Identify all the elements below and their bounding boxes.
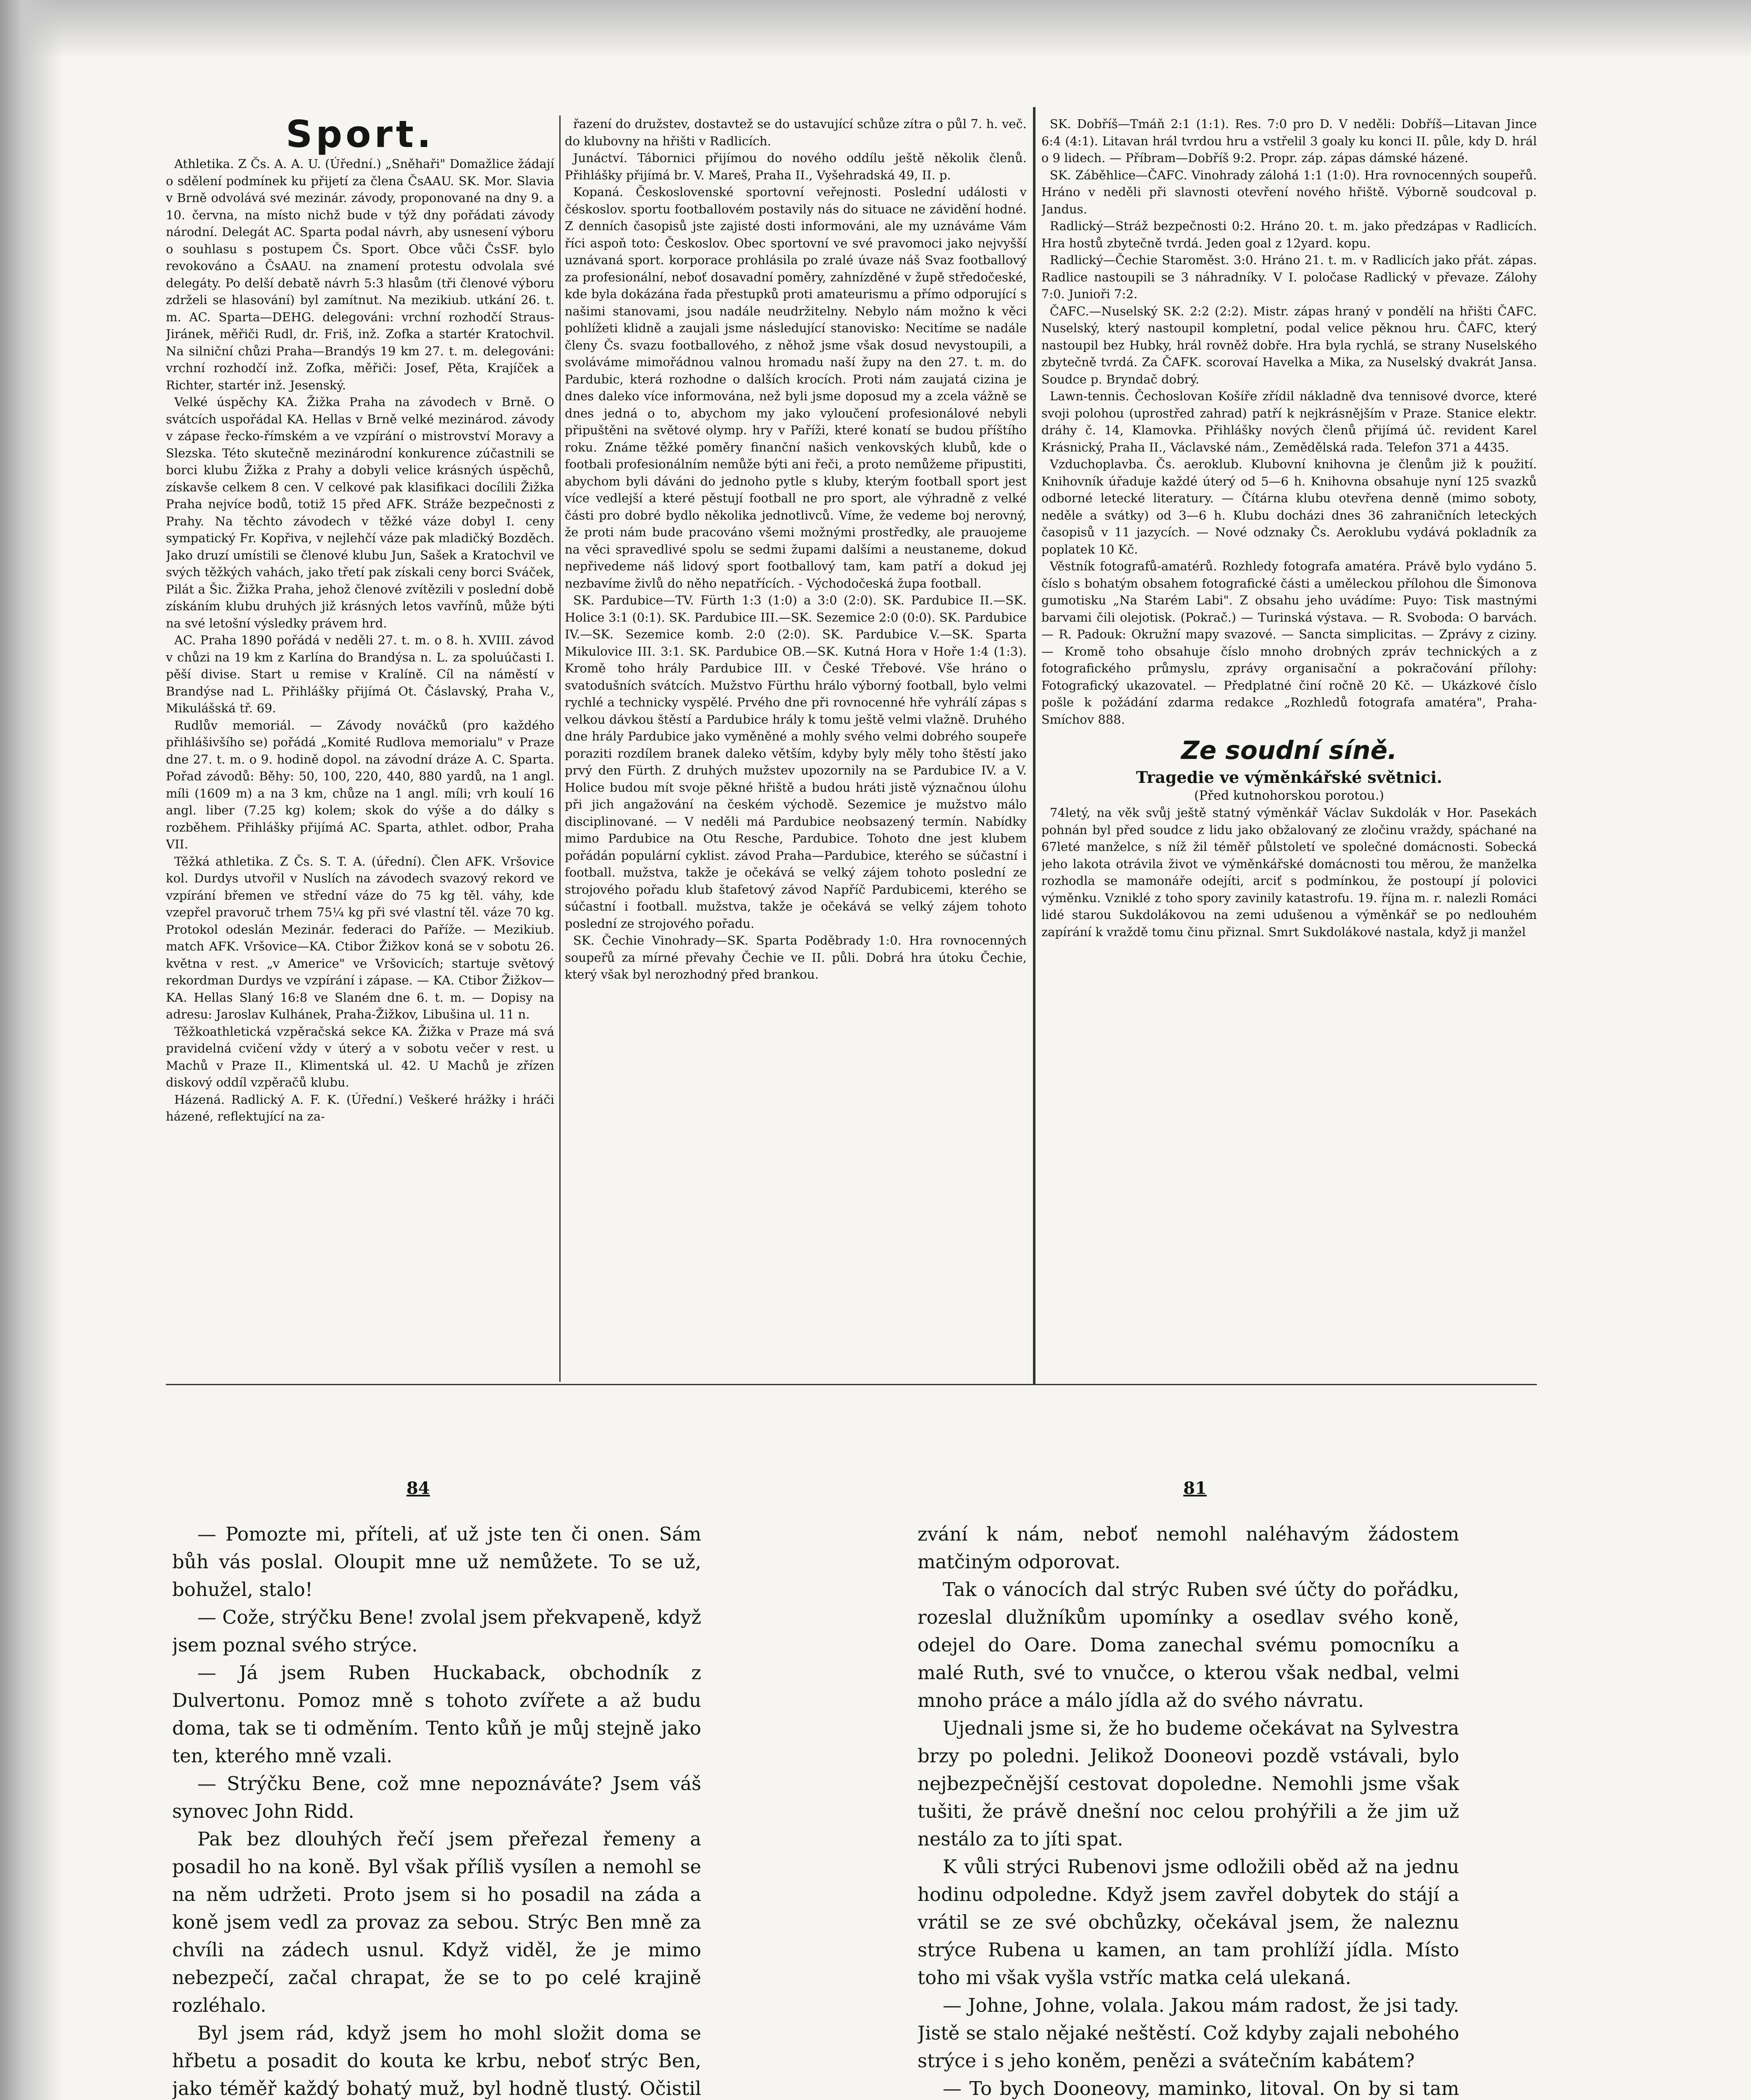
- scan-shadow-top: [0, 0, 1751, 59]
- paragraph: zvání k nám, neboť nemohl naléhavým žádostem matčiným odporovat.: [917, 1523, 1459, 1573]
- paragraph: Junáctví. Tábornici přijímou do nového oddílu ještě několik členů. Přihlášky přijímá br. V. Mareš, Praha II., Vyšehradská 49, II. p.: [565, 151, 1027, 182]
- paragraph: ČAFC.—Nuselský SK. 2:2 (2:2). Mistr. zápas hraný v pondělí na hřišti ČAFC. Nuselský, který nastoupil kompletní, podal velice pěknou hru. ČAFC, který nastoupil bez Hubky, hrál rovněž dobře. Hra byla rychlá, se strany Nuselského zbytečně tvrdá. Za ČAFK. scorovaí Havelka a Mika, za Nuselský dvakrát Jansa. Soudce p. Bryndač dobrý.: [1041, 304, 1537, 386]
- paragraph: Athletika. Z Čs. A. A. U. (Úřední.) „Sněhaři" Domažlice žádají o sdělení podmínek ku přijetí za člena ČsAAU. SK. Mor. Slavia v Brně odvolává své mezinár. závody, proponované na dny 9. a 10. června, na místo nichž bude v týž dny pořádati závody národní. Delegát AC. Sparta podal návrh, aby usnesení výboru o souhlasu s postupem Čs. Sport. Obce vůči ČsSF. bylo revokováno a ČsAAU. na znamení protestu odvolala své delegáty. Po delší debatě návrh 5:3 hlasům (tři členové výboru zdrželi se hlasování) byl zamítnut. Na mezikiub. utkání 26. t. m. AC. Sparta—DEHG. delegováni: vrchní rozhodčí Straus-Jiránek, měřiči Rudl, dr. Friš, inž. Zofka a startér Kratochvil. Na silniční chůzi Praha—Brandýs 19 km 27. t. m. delegováni: vrchní rozhodčí inž. Zofka, měřiči: Josef, Pěta, Krajíček a Richter, startér inž. Jesenský.: [166, 157, 554, 392]
- upper-section-bottom-rule: [166, 1384, 1537, 1385]
- paragraph: Vzduchoplavba. Čs. aeroklub. Klubovní knihovna je členům již k použití. Knihovník úřaduje každé úterý od 5—6 h. Knihovna obsahuje nyní 125 svazků odborné letecké literatury. — Čítárna klubu otevřena denně (mimo soboty, neděle a svátky) od 3—6 h. Klubu docházi dnes 36 zahraničních leteckých časopisů v 11 jazycích. — Nové odznaky Čs. Aeroklubu vydává pokladník za poplatek 10 Kč.: [1041, 457, 1537, 556]
- paragraph: Házená. Radlický A. F. K. (Úřední.) Veškeré hrážky i hráči házené, reflektující na za-: [166, 1092, 554, 1124]
- paragraph: SK. Čechie Vinohrady—SK. Sparta Poděbrady 1:0. Hra rovnocenných soupeřů za mírné převahy Čechie ve II. půli. Dobrá hra útoku Čechie, který však byl nerozhodný před brankou.: [565, 933, 1027, 982]
- column-divider: [559, 116, 561, 1382]
- court-subheading-2: (Před kutnohorskou porotou.): [1194, 788, 1384, 803]
- novel-column-left: [172, 1520, 701, 2100]
- paragraph: — Strýčku Bene, což mne nepoznáváte? Jsem váš synovec John Ridd.: [172, 1772, 701, 1822]
- scan-shadow-left: [0, 0, 63, 2100]
- paragraph: SK. Dobříš—Tmáň 2:1 (1:1). Res. 7:0 pro D. V neděli: Dobříš—Litavan Jince 6:4 (4:1). Litavan hrál tvrdou hru a vstřelil 3 goaly ku konci II. půle, kdy D. hrál o 9 lidech. — Příbram—Dobříš 9:2. Propr. záp. zápas dámské házené.: [1041, 117, 1537, 165]
- paragraph: Radlický—Stráž bezpečnosti 0:2. Hráno 20. t. m. jako předzápas v Radlicích. Hra hostů zbytečně tvrdá. Jeden goal z 12yard. kopu.: [1041, 219, 1537, 250]
- paragraph: — Já jsem Ruben Huckaback, obchodník z Dulvertonu. Pomoz mně s tohoto zvířete a až budu doma, tak se ti odměním. Tento kůň je můj stejně jako ten, kterého mně vzali.: [172, 1662, 701, 1767]
- paragraph: AC. Praha 1890 pořádá v neděli 27. t. m. o 8. h. XVIII. závod v chůzi na 19 km z Karlína do Brandýsa n. L. za spoluúčasti I. pěší divise. Start u remise v Kralíně. Cíl na náměstí v Brandýse nad L. Přihlášky přijímá Ot. Čáslavský, Praha V., Mikulášská tř. 69.: [166, 633, 554, 715]
- paragraph: — Pomozte mi, příteli, ať už jste ten či onen. Sám bůh vás poslal. Oloupit mne už nemůžete. To se už, bohužel, stalo!: [172, 1523, 701, 1601]
- paragraph: Kopaná. Československé sportovní veřejnosti. Poslední události v čéskoslov. sportu footballovém postavily nás do situace ne závidění hodné. Z denních časopisů jste zajisté dosti informováni, ale my uznáváme Vám říci aspoň toto: Českoslov. Obec sportovní ve své pravomoci jako nejvyšší uznávaná sport. korporace prohlásila po zralé úvaze náš Svaz footballový za profesionální, neboť dosavadní poměry, zahnízděné v župě středočeské, kde byla dokázána řada přestupků proti amateurismu a přímo odporující s našimi stanovami, jsou nadále neudržitelny. Nebylo nám možno k věci pohlížeti klidně a zaujali jsme následující stanovisko: Necitíme se nadále členy Čs. svazu footballového, z něhož jsme však dosud nevystoupili, a svoláváme mimořádnou valnou hromadu naší župy na den 27. t. m. do Pardubic, která rozhodne o dalších krocích. Proti nám zaujatá cizina je dnes daleko více informována, než byli jsme doposud my a zcela vážně se dnes jedná o to, abychom my jako vyloučení profesionálové nebyli připuštěni na světové olymp. hry v Paříži, které konatí se budou příštího roku. Známe těžké poměry finanční našich venkovských klubů, kde o footbali profesionálním nemůže býti ani řeči, a proto nemůžeme připustiti, abychom byli dáváni do jednoho pytle s kluby, kterým football sport jest více vedlejší a které pěstují football ne pro sport, ale výhradně z velké části pro dobré bydlo několika jednotlivců. Víme, že vedeme boj nerovný, že proti nám bude pracováno všemi možnými prostředky, ale prauojeme na věci spravedlivé spolu se sedmi župami dalšími a neustaneme, dokud nepřivedeme náš lidový sport footballový tam, kam patří a dokud jej nezbavíme živlů do něho nepatřících. - Východočeská župa football.: [565, 185, 1027, 591]
- paragraph: SK. Záběhlice—ČAFC. Vinohrady zálohá 1:1 (1:0). Hra rovnocenných soupeřů. Hráno v neděli při slavnosti otevření nového hřiště. Výborně soudcoval p. Jandus.: [1041, 168, 1537, 216]
- paragraph: — To bych Dooneovy, maminko, litoval. On by si tam: [943, 2077, 1459, 2100]
- paragraph: Rudlův memoriál. — Závody nováčků (pro každého přihlášivšího se) pořádá „Komité Rudlova memorialu" v Praze dne 27. t. m. o 9. hodině dopol. na závodní dráze A. C. Sparta. Pořad závodů: Běhy: 50, 100, 220, 440, 880 yardů, na 1 angl. míli (1609 m) a na 3 km, chůze na 1 angl. míli; vrh koulí 16 angl. liber (7.25 kg) kolem; skok do výše a do dálky s rozběhem. Přihlášky přijímá AC. Sparta, athlet. odbor, Praha VII.: [166, 718, 554, 851]
- paragraph: Tak o vánocích dal strýc Ruben své účty do pořádku, rozeslal dlužníkům upomínky a osedlav svého koně, odejel do Oare. Doma zanechal svému pomocníku a malé Ruth, své to vnučce, o kterou však nedbal, velmi mnoho práce a málo jídla až do svého návratu.: [917, 1578, 1459, 1712]
- court-subheading: Tragedie ve výměnkářské světnici.: [1136, 768, 1442, 787]
- paragraph: Ujednali jsme si, že ho budeme očekávat na Sylvestra brzy po poledni. Jelikož Dooneovi pozdě vstávali, bylo nejbezpečnější cestovat dopoledne. Nemohli jsme však tušiti, že právě dnešní noc celou prohýřili a že jim už nestálo za to jíti spat.: [917, 1717, 1459, 1850]
- paragraph: Pak bez dlouhých řečí jsem přeřezal řemeny a posadil ho na koně. Byl však příliš vysílen a nemohl se na něm udržeti. Proto jsem si ho posadil na záda a koně jsem vedl za provaz za sebou. Strýc Ben mně za chvíli na zádech usnul. Když viděl, že je mimo nebezpečí, začal chrapat, že se to po celé krajině rozléhalo.: [172, 1828, 701, 2016]
- page-gutter: [1033, 107, 1035, 1384]
- court-paragraph: 74letý, na věk svůj ještě statný výměnkář Václav Sukdolák v Hor. Pasekách pohnán byl před soudce z lidu jako obžalovaný ze zločinu vraždy, spáchané na 67leté manželce, s níž žil téměř půlstoletí ve společné domácnosti. Sobecká jeho lakota otrávila život ve výměnkářské domácnosti tou měrou, že manželka rozhodla se mamonáře odejíti, arciť s podmínkou, že postoupí jí polovici výměnku. Vzniklé z toho spory zavinily katastrofu. 19. října m. r. nalezli Romáci lidé starou Sukdolákovou na zemi udušenou a výměnkář se po nedlouhém zapírání k vraždě tomu činu přiznal. Smrt Sukdolákové nastala, když ji manžel: [1041, 806, 1537, 939]
- sport-column-2: [565, 116, 1027, 1382]
- paragraph: — Cože, strýčku Bene! zvolal jsem překvapeně, když jsem poznal svého strýce.: [172, 1606, 701, 1656]
- paragraph: Těžkoathletická vzpěračská sekce KA. Žižka v Praze má svá pravidelná cvičení vždy v úterý a v sobotu večer v rest. u Machů v Praze II., Klimentská ul. 42. U Machů je zřízen diskový oddíl vzpěračů klubu.: [166, 1024, 554, 1089]
- sport-column-3: [1041, 116, 1537, 1382]
- paragraph: Lawn-tennis. Čechoslovan Košíře zřídil nákladně dva tennisové dvorce, které svoji polohou (uprostřed zahrad) patří k nejkrásnějším v Praze. Stanice elektr. dráhy č. 14, Klamovka. Přihlášky nových členů přijímá úč. revident Karel Krásnický, Praha II., Václavské nám., Zemědělská rada. Telefon 371 a 4435.: [1041, 389, 1537, 454]
- page-number-right: 81: [1183, 1478, 1207, 1498]
- paragraph: Velké úspěchy KA. Žižka Praha na závodech v Brně. O svátcích uspořádal KA. Hellas v Brně velké mezinárod. závody v zápase řecko-římském a ve vzpírání o mistrovství Moravy a Slezska. Této skutečně mezinárodní konkurence zúčastnili se borci klubu Žižka z Prahy a dobyli velice krásných úspěchů, získavše celkem 8 cen. V celkové pak klasifikaci docílili Žižka Praha nejvíce bodů, totiž 15 před AFK. Stráže bezpečnosti z Prahy. Na těchto závodech v těžké váze dobyl I. ceny sympatický Fr. Kopřiva, v nejlehčí váze pak mladičký Bozděch. Jako druzí umístili se členové klubu Jun, Sašek a Kratochvil ve svých těžkých vahách, jako třetí pak získali ceny borci Sváček, Pilát a Šic. Žižka Praha, jehož členové zvítězili v poslední době získáním klubu druhých již krásných letos vavřínů, může býti na své letošní výsledky právem hrd.: [166, 395, 554, 630]
- sport-column-1: [166, 113, 554, 1382]
- paragraph: — Johne, Johne, volala. Jakou mám radost, že jsi tady. Jistě se stalo nějaké neštěstí. Což kdyby zajali nebohého strýce i s jeho koněm, penězi a svátečním kabátem?: [917, 1994, 1459, 2072]
- paragraph: K vůli strýci Rubenovi jsme odložili oběd až na jednu hodinu odpoledne. Když jsem zavřel dobytek do stájí a vrátil se ze své obchůzky, očekával jsem, že naleznu strýce Rubena u kamen, an tam prohlíží jídla. Místo toho mi však vyšla vstříc matka celá ulekaná.: [917, 1856, 1459, 1989]
- page-number-left: 84: [406, 1478, 430, 1498]
- sport-heading: Sport.: [286, 113, 435, 156]
- paragraph: Byl jsem rád, když jsem ho mohl složit doma se hřbetu a posadit do kouta ke krbu, neboť strýc Ben, jako téměř každý bohatý muž, byl hodně tlustý. Očistil: [172, 2022, 701, 2100]
- paragraph: Radlický—Čechie Staroměst. 3:0. Hráno 21. t. m. v Radlicích jako přát. zápas. Radlice nastoupili se 3 náhradníky. V I. poločase Radlický v převaze. Zálohy 7:0. Junioři 7:2.: [1041, 253, 1537, 301]
- paragraph: Těžká athletika. Z Čs. S. T. A. (úřední). Člen AFK. Vršovice kol. Durdys utvořil v Nuslích na závodech svazový rekord ve vzpírání břemen ve střední váze do 75 kg těl. váhy, kde vzepřel pravoruč trhem 75¼ kg při své vlastní těl. váze 70 kg. Protokol odeslán Mezinár. federaci do Paříže. — Mezikiub. match AFK. Vršovice—KA. Ctibor Žižkov koná se v sobotu 26. května v rest. „v Americe" ve Vršovicích; startuje světový rekordman Durdys ve vzpírání i zápase. — KA. Ctibor Žižkov—KA. Hellas Slaný 16:8 ve Slaném dne 6. t. m. — Dopisy na adresu: Jaroslav Kulhánek, Praha-Žižkov, Libušina ul. 11 n.: [166, 854, 554, 1021]
- sport-paragraphs: [166, 155, 554, 1125]
- paragraph: SK. Pardubice—TV. Fürth 1:3 (1:0) a 3:0 (2:0). SK. Pardubice II.—SK. Holice 3:1 (0:1). SK. Pardubice III.—SK. Sezemice 2:0 (0:0). SK. Pardubice IV.—SK. Sezemice komb. 2:0 (2:0). SK. Pardubice V.—SK. Sparta Mikulovice III. 3:1. SK. Pardubice OB.—SK. Kutná Hora v Hoře 1:4 (1:3). Kromě toho hrály Pardubice III. v České Třebové. Vše hráno o svatodušních svátcích. Mužstvo Fürthu hrálo výborný football, bylo velmi rychlé a technicky vyspělé. Prvého dne při rovnocenné hře vyhrálí zápas s velkou dávkou štěstí a Pardubice hrály k tomu ještě velmi vlažně. Druhého dne hrály Pardubice jako vyměněné a mohly svého velmi dobrého soupeře poraziti rozdílem branek daleko větším, kdyby byly měly toho štěstí jako prvý den Fürth. Z druhých mužstev upozornily na se Pardubice IV. a V. Holice budou mít svoje pěkné hřiště a budou hráti jistě význačnou úlohu při jich angažování na českém východě. Sezemice je mužstvo málo disciplinované. — V neděli má Pardubice neobsazený termín. Nabídky mimo Pardubice na Otu Resche, Pardubice. Tohoto dne jest klubem pořádán populární cyklist. závod Praha—Pardubice, kterého se súčastní i football. mužstva, takže je očekává se velký zájem tohoto poslední ze strojového pořadu klub štafetový závod Napříč Pardubicemi, kterého se súčastní i football. mužstva, takže je očekává se velký zájem tohoto poslední ze strojového pořadu.: [565, 593, 1027, 931]
- court-heading: Ze soudní síně.: [1181, 736, 1397, 765]
- novel-column-right: [917, 1520, 1459, 2100]
- paragraph: Věstník fotografů-amatérů. Rozhledy fotografa amatéra. Právě bylo vydáno 5. číslo s bohatým obsahem fotografické části a uměleckou přílohou dle Šimonova gumotisku „Na Starém Labi". Z obsahu jeho uvádíme: Puyo: Tisk mastnými barvami čili olejotisk. (Pokrač.) — Turinská výstava. — R. Svoboda: O barvách. — R. Padouk: Okružní mapy svazové. — Sancta simplicitas. — Zprávy z ciziny. — Kromě toho obsahuje číslo mnoho drobných zpráv technických a z fotografického průmyslu, zprávy organisační a pokračování přílohy: Fotografický ukazovatel. — Předplatné činí ročně 20 Kč. — Ukázkové číslo pošle k požádání zdarma redakce „Rozhledů fotografa amatéra", Praha-Smíchov 888.: [1041, 559, 1537, 727]
- paragraph: řazení do družstev, dostavtež se do ustavující schůze zítra o půl 7. h. več. do klubovny na hřišti v Radlicích.: [565, 117, 1027, 148]
